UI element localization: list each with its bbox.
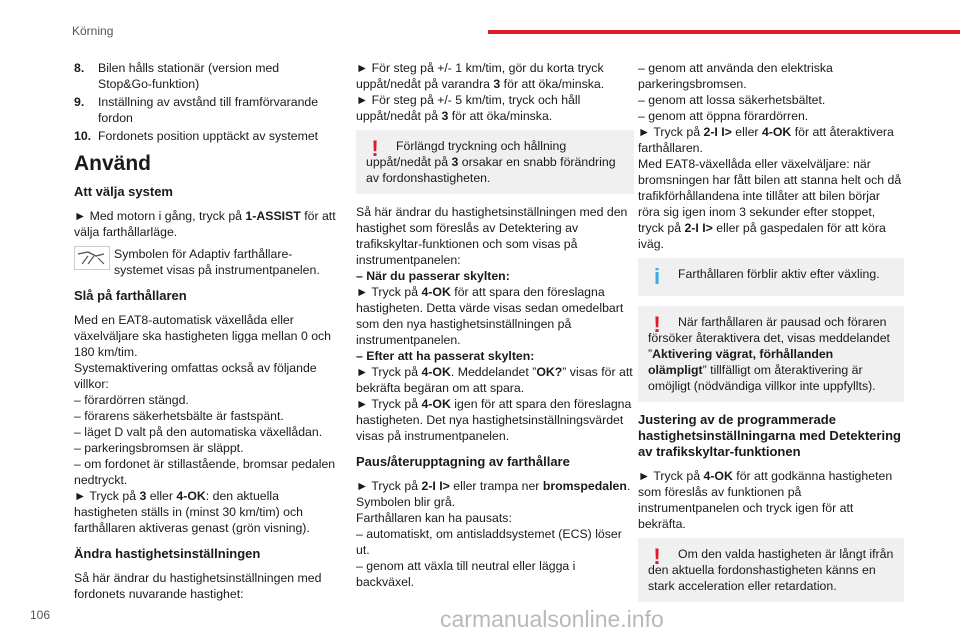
passing-sign-heading: – När du passerar skylten:: [356, 269, 510, 283]
paused-reason: – genom att växla till neutral eller lägga i backväxel.: [356, 559, 576, 589]
section-accent-bar: [488, 30, 960, 34]
select-instruction: ► Med motorn i gång, tryck på 1-ASSIST för att välja farthållarläge.: [74, 209, 336, 239]
symbol-note-text: Symbolen för Adaptiv farthållare-systemet visas på instrumentpanelen.: [114, 247, 320, 277]
condition-item: – förarens säkerhetsbälte är fastspänt.: [74, 409, 284, 423]
adaptive-cruise-icon: [74, 246, 110, 272]
traffic-sign-intro: Så här ändrar du hastighetsinställningen med den hastighet som föreslås av Detektering av trafikskyltar-funktionen och som visas på instrumentpanelen:: [356, 205, 628, 267]
warning-icon: !: [653, 312, 661, 337]
column-2: [356, 60, 634, 590]
warning-text: Förlängd tryckning och hållning uppåt/nedåt på 3 orsakar en snabb förändring av fordonshastigheten.: [366, 139, 616, 185]
item-text: Inställning av avstånd till framförvarande fordon: [98, 95, 319, 125]
heading-pause-resume: Paus/återupptagning av farthållare: [356, 454, 570, 469]
heading-adjust-settings: Justering av de programmerade hastighetsinställningarna med Detektering av trafikskyltar-funktionen: [638, 412, 901, 459]
paused-intro: Farthållaren kan ha pausats:: [356, 511, 512, 525]
warning-box: [638, 538, 904, 602]
page-title: Använd: [74, 152, 152, 175]
warning-text: När farthållaren är pausad och föraren försöker återaktivera det, visas meddelandet ”Aktivering vägrat, förhållanden olämpligt” tillfälligt om återaktivering är omöjligt (nödvändiga villkor inte uppfyllts).: [648, 315, 890, 393]
passing-sign-instruction: ► Tryck på 4-OK för att spara den föreslagna hastigheten. Detta värde visas sedan omedelbart som den nya hastighetsinställningen på instrumentpanelen.: [356, 285, 624, 347]
column-3: [638, 60, 904, 612]
reactivate-instruction: ► Tryck på 2-I I> eller 4-OK för att återaktivera farthållaren.: [638, 125, 894, 155]
heading-activate: Slå på farthållaren: [74, 288, 187, 303]
activation-speed-text: Med en EAT8-automatisk växellåda eller växelväljare ska hastigheten ligga mellan 0 och 180 km/tim.: [74, 313, 332, 359]
warning-box: [638, 306, 904, 402]
eat8-stop-text: Med EAT8-växellåda eller växelväljare: när bromsningen har fått bilen att stanna helt och då trafikförhållandena inte tillåter att bilen börjar röra sig igen inom 3 sekunder efter stoppet, tryck på 2-I I> eller på gaspedalen för att köra iväg.: [638, 157, 902, 251]
info-icon: i: [653, 264, 661, 289]
activation-conditions-intro: Systemaktivering omfattas också av följande villkor:: [74, 361, 317, 391]
after-sign-instruction: ► Tryck på 4-OK. Meddelandet ”OK?” visas för att bekräfta begäran om att spara.: [356, 365, 633, 395]
change-speed-text: Så här ändrar du hastighetsinställningen med fordonets nuvarande hastighet:: [74, 571, 322, 601]
list-item: [74, 94, 336, 126]
condition-item: – parkeringsbromsen är släppt.: [74, 441, 244, 455]
after-sign-heading: – Efter att ha passerat skylten:: [356, 349, 535, 363]
pause-instruction: ► Tryck på 2-I I> eller trampa ner bromspedalen. Symbolen blir grå.: [356, 479, 631, 509]
list-item: [74, 60, 336, 92]
warning-box: [356, 130, 634, 194]
symbol-note: [74, 246, 336, 278]
step-5kmh-instruction: ► För steg på +/- 5 km/tim, tryck och håll uppåt/nedåt på 3 för att öka/minska.: [356, 93, 581, 123]
paused-reason: – genom att använda den elektriska parkeringsbromsen.: [638, 61, 833, 91]
info-box: [638, 258, 904, 296]
paused-reason: – genom att lossa säkerhetsbältet.: [638, 93, 826, 107]
item-text: Fordonets position upptäckt av systemet: [98, 129, 319, 143]
confirm-instruction: ► Tryck på 4-OK igen för att spara den föreslagna hastigheten. Det nya hastighetsinställningsvärdet visas på instrumentpanelen.: [356, 397, 632, 443]
item-number: 10.: [74, 129, 92, 143]
list-item: [74, 128, 336, 144]
item-number: 9.: [74, 95, 85, 109]
paused-reason: – genom att öppna förardörren.: [638, 109, 809, 123]
info-text: Farthållaren förblir aktiv efter växling.: [678, 267, 880, 281]
warning-text: Om den valda hastigheten är långt ifrån den aktuella fordonshastigheten känns en stark acceleration eller retardation.: [648, 547, 894, 593]
heading-select-system: Att välja system: [74, 184, 173, 199]
column-1: [74, 60, 336, 608]
item-text: Bilen hålls stationär (version med Stop&Go-funktion): [98, 61, 280, 91]
warning-icon: !: [371, 136, 379, 161]
warning-icon: !: [653, 544, 661, 569]
page-number: 106: [30, 608, 51, 622]
condition-item: – förardörren stängd.: [74, 393, 189, 407]
paused-reason: – automatiskt, om antisladdsystemet (ECS) löser ut.: [356, 527, 622, 557]
section-header: Körning: [72, 24, 114, 38]
heading-change-speed: Ändra hastighetsinställningen: [74, 546, 261, 561]
item-number: 8.: [74, 61, 85, 75]
condition-item: – om fordonet är stillastående, bromsar pedalen nedtryckt.: [74, 457, 336, 487]
condition-item: – läget D valt på den automatiska växellådan.: [74, 425, 323, 439]
accept-speed-instruction: ► Tryck på 4-OK för att godkänna hastigheten som föreslås av funktionen på instrumentpanelen och tryck igen för att bekräfta.: [638, 469, 893, 531]
activate-instruction: ► Tryck på 3 eller 4-OK: den aktuella hastigheten ställs in (minst 30 km/tim) och farthållaren aktiveras genast (grön visning).: [74, 489, 310, 535]
watermark: carmanualsonline.info: [440, 606, 664, 632]
step-1kmh-instruction: ► För steg på +/- 1 km/tim, gör du korta tryck uppåt/nedåt på varandra 3 för att öka/minska.: [356, 61, 605, 91]
